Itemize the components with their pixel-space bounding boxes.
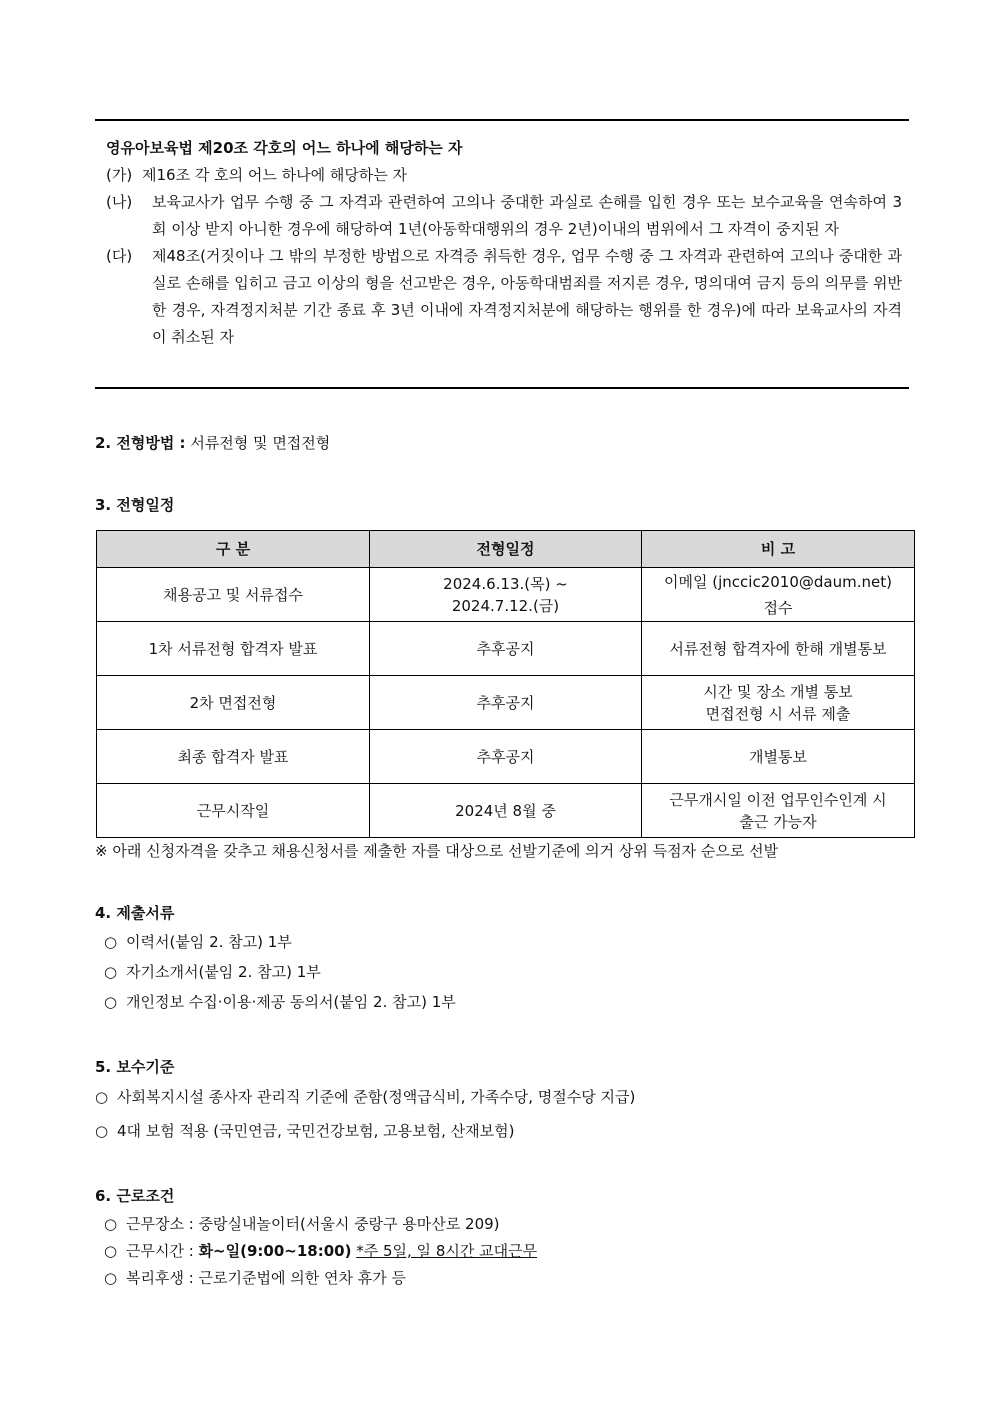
list-item [104, 1265, 537, 1292]
list-item [104, 927, 456, 957]
table-cell: 2차 면접전형 [97, 676, 370, 730]
hours-label: 근무시간 : [126, 1242, 199, 1260]
box-bottom-rule [95, 387, 909, 389]
table-row [97, 568, 915, 622]
table-cell [642, 676, 915, 730]
cell-line: 출근 가능자 [739, 812, 817, 831]
table-row [97, 730, 915, 784]
table-cell [642, 568, 915, 622]
item-text: 제48조(거짓이나 그 밖의 부정한 방법으로 자격증 취득한 경우, 업무 수행 중 그 자격과 관련하여 고의나 중대한 과실로 손해를 입히고 금고 이상의 형을 선고받은 경우, 아동학대범죄를 저지른 경우, 명의대여 금지 등의 의무를 위반한 경우, 자격정지처분 기간 종료 후 3년 이내에 자격정지처분에 해당하는 행위를 한 경우)에 따라 보육교사의 자격이 취소된 자 [152, 247, 902, 346]
list-item-text: 이력서(붙임 2. 참고) 1부 [126, 933, 292, 951]
table-cell [370, 568, 642, 622]
list-item-text: 사회복지시설 종사자 관리직 기준에 준함(정액급식비, 가족수당, 명절수당 지급) [117, 1088, 636, 1106]
list-item [95, 1114, 635, 1148]
circle-bullet-icon: ○ [104, 1215, 118, 1233]
section-schedule-heading: 3. 전형일정 [95, 496, 175, 514]
box-top-rule [95, 119, 909, 121]
qualification-box [106, 135, 902, 351]
column-header: 구 분 [97, 531, 370, 568]
section-method-title: 2. 전형방법 : [95, 434, 186, 452]
section-conditions-heading: 6. 근로조건 [95, 1187, 175, 1205]
qualification-item-da [106, 243, 902, 351]
table-cell: 1차 서류전형 합격자 발표 [97, 622, 370, 676]
item-mark: (다) [106, 247, 133, 265]
section-method-text: 서류전형 및 면접전형 [190, 434, 331, 452]
qualification-heading: 영유아보육법 제20조 각호의 어느 하나에 해당하는 자 [106, 139, 463, 157]
circle-bullet-icon: ○ [104, 993, 118, 1011]
section-conditions-title [95, 1185, 174, 1206]
table-cell: 개별통보 [642, 730, 915, 784]
section-documents-heading: 4. 제출서류 [95, 904, 175, 922]
qualification-item-ga [106, 162, 902, 189]
documents-list [104, 927, 456, 1017]
list-item [95, 1080, 635, 1114]
selection-note: ※ 아래 신청자격을 갖추고 채용신청서를 제출한 자를 대상으로 선발기준에 의거 상위 득점자 순으로 선발 [95, 842, 779, 860]
table-cell [642, 784, 915, 838]
list-item [104, 987, 456, 1017]
circle-bullet-icon: ○ [104, 933, 118, 951]
item-text: 보육교사가 업무 수행 중 그 자격과 관련하여 고의나 중대한 과실로 손해를 입힌 경우 또는 보수교육을 연속하여 3회 이상 받지 아니한 경우에 해당하여 1년(아동학대행위의 경우 2년)이내의 범위에서 그 자격이 중지된 자 [152, 193, 902, 238]
table-cell: 최종 합격자 발표 [97, 730, 370, 784]
section-pay-title [95, 1056, 174, 1077]
cell-line: 시간 및 장소 개별 통보 [703, 682, 853, 701]
table-cell: 추후공지 [370, 730, 642, 784]
cell-line: 이메일 (jnccic2010@daum.net) [664, 572, 892, 591]
table-header-row [97, 531, 915, 568]
list-item-text: 복리후생 : 근로기준법에 의한 연차 휴가 등 [126, 1269, 406, 1287]
circle-bullet-icon: ○ [95, 1122, 109, 1140]
section-method [95, 432, 330, 453]
hours-note: *주 5일, 일 8시간 교대근무 [356, 1242, 538, 1260]
table-cell: 추후공지 [370, 676, 642, 730]
list-item-text: 근무장소 : 중랑실내놀이터(서울시 중랑구 용마산로 209) [126, 1215, 500, 1233]
section-documents-title [95, 902, 174, 923]
section-schedule-title [95, 494, 174, 515]
cell-line: 2024.6.13.(목) ~ [443, 574, 568, 593]
list-item-text: 4대 보험 적용 (국민연금, 국민건강보험, 고용보험, 산재보험) [117, 1122, 515, 1140]
hours-value: 화~일(9:00~18:00) [198, 1242, 352, 1260]
table-cell: 추후공지 [370, 622, 642, 676]
item-mark: (가) [106, 166, 133, 184]
item-mark: (나) [106, 193, 133, 211]
section-pay-heading: 5. 보수기준 [95, 1058, 175, 1076]
conditions-list [104, 1211, 537, 1292]
circle-bullet-icon: ○ [95, 1088, 109, 1106]
table-cell: 2024년 8월 중 [370, 784, 642, 838]
cell-line: 접수 [763, 598, 793, 617]
table-cell: 서류전형 합격자에 한해 개별통보 [642, 622, 915, 676]
list-item-text: 자기소개서(붙임 2. 참고) 1부 [126, 963, 321, 981]
table-cell: 채용공고 및 서류접수 [97, 568, 370, 622]
table-row [97, 676, 915, 730]
list-item [104, 957, 456, 987]
qualification-item-na [106, 189, 902, 243]
table-row [97, 622, 915, 676]
circle-bullet-icon: ○ [104, 963, 118, 981]
column-header: 전형일정 [370, 531, 642, 568]
column-header: 비 고 [642, 531, 915, 568]
table-cell: 근무시작일 [97, 784, 370, 838]
item-text: 제16조 각 호의 어느 하나에 해당하는 자 [142, 166, 408, 184]
table-row [97, 784, 915, 838]
list-item-text: 개인정보 수집·이용·제공 동의서(붙임 2. 참고) 1부 [126, 993, 456, 1011]
circle-bullet-icon: ○ [104, 1242, 118, 1260]
circle-bullet-icon: ○ [104, 1269, 118, 1287]
cell-line: 근무개시일 이전 업무인수인계 시 [669, 790, 887, 809]
cell-line: 2024.7.12.(금) [451, 596, 560, 615]
list-item [104, 1211, 537, 1238]
list-item [104, 1238, 537, 1265]
schedule-table [96, 530, 915, 838]
cell-line: 면접전형 시 서류 제출 [705, 704, 851, 723]
pay-list [95, 1080, 635, 1148]
